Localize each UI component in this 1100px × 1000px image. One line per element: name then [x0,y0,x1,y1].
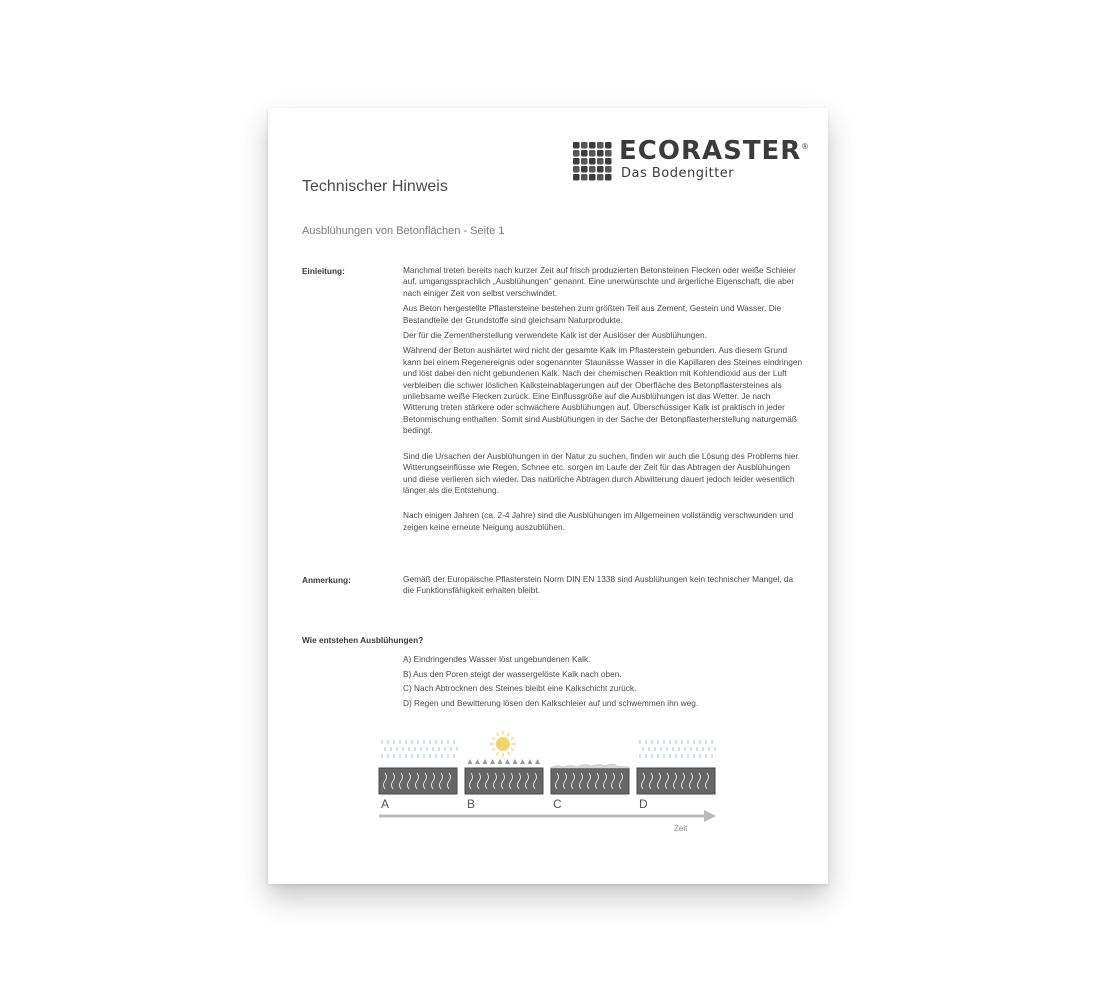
stage-label: D [639,797,648,811]
stage-label: C [553,797,562,811]
logo-grid-cell [589,166,596,173]
sun-ray [497,733,499,736]
process-step: B) Aus den Poren steigt der wassergelöste Kalk nach oben. [403,668,622,679]
logo-grid-cell [589,142,596,149]
lime-rise-arrow [528,759,533,764]
registered-mark: ® [802,142,808,151]
logo-grid-cell [573,142,580,149]
stage-label: B [467,797,476,811]
logo-grid-cell [597,158,604,165]
stage-label: A [381,797,390,811]
intro-text [403,265,803,537]
sun-ray [492,738,495,740]
paving-stone [379,768,457,794]
efflorescence-diagram [376,730,726,840]
logo-grid-cell [581,150,588,157]
note-label: Anmerkung: [302,575,351,585]
grid-paver-icon [573,142,613,182]
intro-paragraph: Manchmal treten bereits nach kurzer Zeit auf frisch produzierten Betonsteinen Flecken oder weiße Schleier auf, umgangssprachlich „Ausblühungen“ genannt. Eine unerwünschte und ärgerliche Eigenschaft, die aber nach einiger Zeit von selbst verschwindet. [403,265,796,298]
logo-grid-cell [581,166,588,173]
document-subtitle: Ausblühungen von Betonflächen - Seite 1 [302,225,505,237]
sun-icon [496,737,510,751]
paving-stone [551,768,629,794]
process-step: D) Regen und Bewitterung lösen den Kalkschleier auf und schwemmen ihn weg. [403,698,699,709]
lime-rise-arrow [505,759,510,764]
intro-paragraph: Aus Beton hergestellte Pflastersteine bestehen zum größten Teil aus Zement, Gestein und Wasser. Die Bestandteile der Grundstoffe sind gleichsam Naturprodukte. [403,303,782,325]
note-paragraph: Gemäß der Europäische Pflasterstein Norm DIN EN 1338 sind Ausblühungen kein technischer Mangel, da die Funktionsfähigkeit erhalten bleibt. [403,574,794,596]
intro-label: Einleitung: [302,266,345,276]
logo-grid-cell [605,142,612,149]
logo-grid-cell [573,174,580,181]
brand-tagline: Das Bodengitter [621,166,735,181]
lime-rise-arrow [535,759,540,764]
logo-grid-cell [581,158,588,165]
note-text [403,574,803,601]
lime-rise-arrow [483,759,488,764]
logo-grid-cell [581,174,588,181]
sun-ray [511,749,514,751]
process-title: Wie entstehen Ausblühungen? [302,635,424,645]
logo-grid-cell [589,174,596,181]
lime-rise-arrow [490,759,495,764]
sun-ray [508,733,510,736]
logo-grid-cell [597,166,604,173]
sun-ray [492,749,495,751]
logo-grid-cell [597,174,604,181]
sun-ray [511,738,514,740]
lime-rise-arrow [468,759,473,764]
logo-grid-cell [573,150,580,157]
lime-crust [551,764,629,768]
logo-grid-cell [605,158,612,165]
logo-grid-cell [589,158,596,165]
time-axis-label: Zeit [674,824,688,833]
logo-grid-cell [597,150,604,157]
intro-paragraph: Sind die Ursachen der Ausblühungen in der Natur zu suchen, finden wir auch die Lösung des Problems hier. Witterungseinflüsse wie Regen, Schnee etc. sorgen im Laufe der Zeit für das Abtragen der Ausblühungen und diese verlieren sich wieder. Das natürliche Abtragen durch Abwitterung dauert jedoch leider wesentlich länger als die Entstehung. [403,450,801,495]
brand-name: ECORASTER [619,136,802,166]
lime-rise-arrow [513,759,518,764]
logo-grid-cell [605,150,612,157]
sun-ray [497,752,499,755]
lime-rise-arrow [520,759,525,764]
logo-grid-cell [573,158,580,165]
time-arrow-head [704,810,716,822]
logo-grid-cell [605,174,612,181]
lime-rise-arrow [475,759,480,764]
ecoraster-logo [573,136,813,184]
logo-grid-cell [573,166,580,173]
logo-grid-cell [605,166,612,173]
intro-paragraph: Nach einigen Jahren (ca. 2-4 Jahre) sind die Ausblühungen im Allgemeinen vollständig verschwunden und zeigen keine erneute Neigung auszublühen. [403,510,794,532]
logo-grid-cell [581,142,588,149]
paving-stone [637,768,715,794]
document-page [268,108,828,884]
lime-rise-arrow [498,759,503,764]
paving-stone [465,768,543,794]
process-step: C) Nach Abtrocknen des Steines bleibt eine Kalkschicht zurück. [403,683,637,694]
logo-grid-cell [589,150,596,157]
process-steps [403,652,698,711]
intro-paragraph: Der für die Zementherstellung verwendete Kalk ist der Auslöser der Ausblühungen. [403,330,707,341]
sun-ray [508,752,510,755]
document-title: Technischer Hinweis [302,178,448,195]
process-step: A) Eindringendes Wasser löst ungebundenen Kalk. [403,654,591,664]
logo-grid-cell [597,142,604,149]
intro-paragraph: Während der Beton aushärtet wird nicht der gesamte Kalk im Pflasterstein gebunden. Aus diesem Grund kann bei einem Regenereignis oder sogenannter Staunässe Wasser in die Kapillaren des Steines eindringen und löst dabei den nicht gebundenen Kalk. Nach der chemischen Reaktion mit Kohlendioxid aus der Luft verbleiben die schwer löslichen Kalksteinablagerungen auf der Oberfläche des Betonpflastersteines als unliebsame weiße Flecken zurück. Eine Einflussgröße auf die Ausblühungen ist das Wetter. Je nach Witterung treten stärkere oder schwächere Ausblühungen auf. Überschüssiger Kalk ist praktisch in jeder Betonmischung enthalten. Somit sind Ausblühungen in der Sache der Betonpflasterherstellung naturgemäß bedingt. [403,345,803,436]
